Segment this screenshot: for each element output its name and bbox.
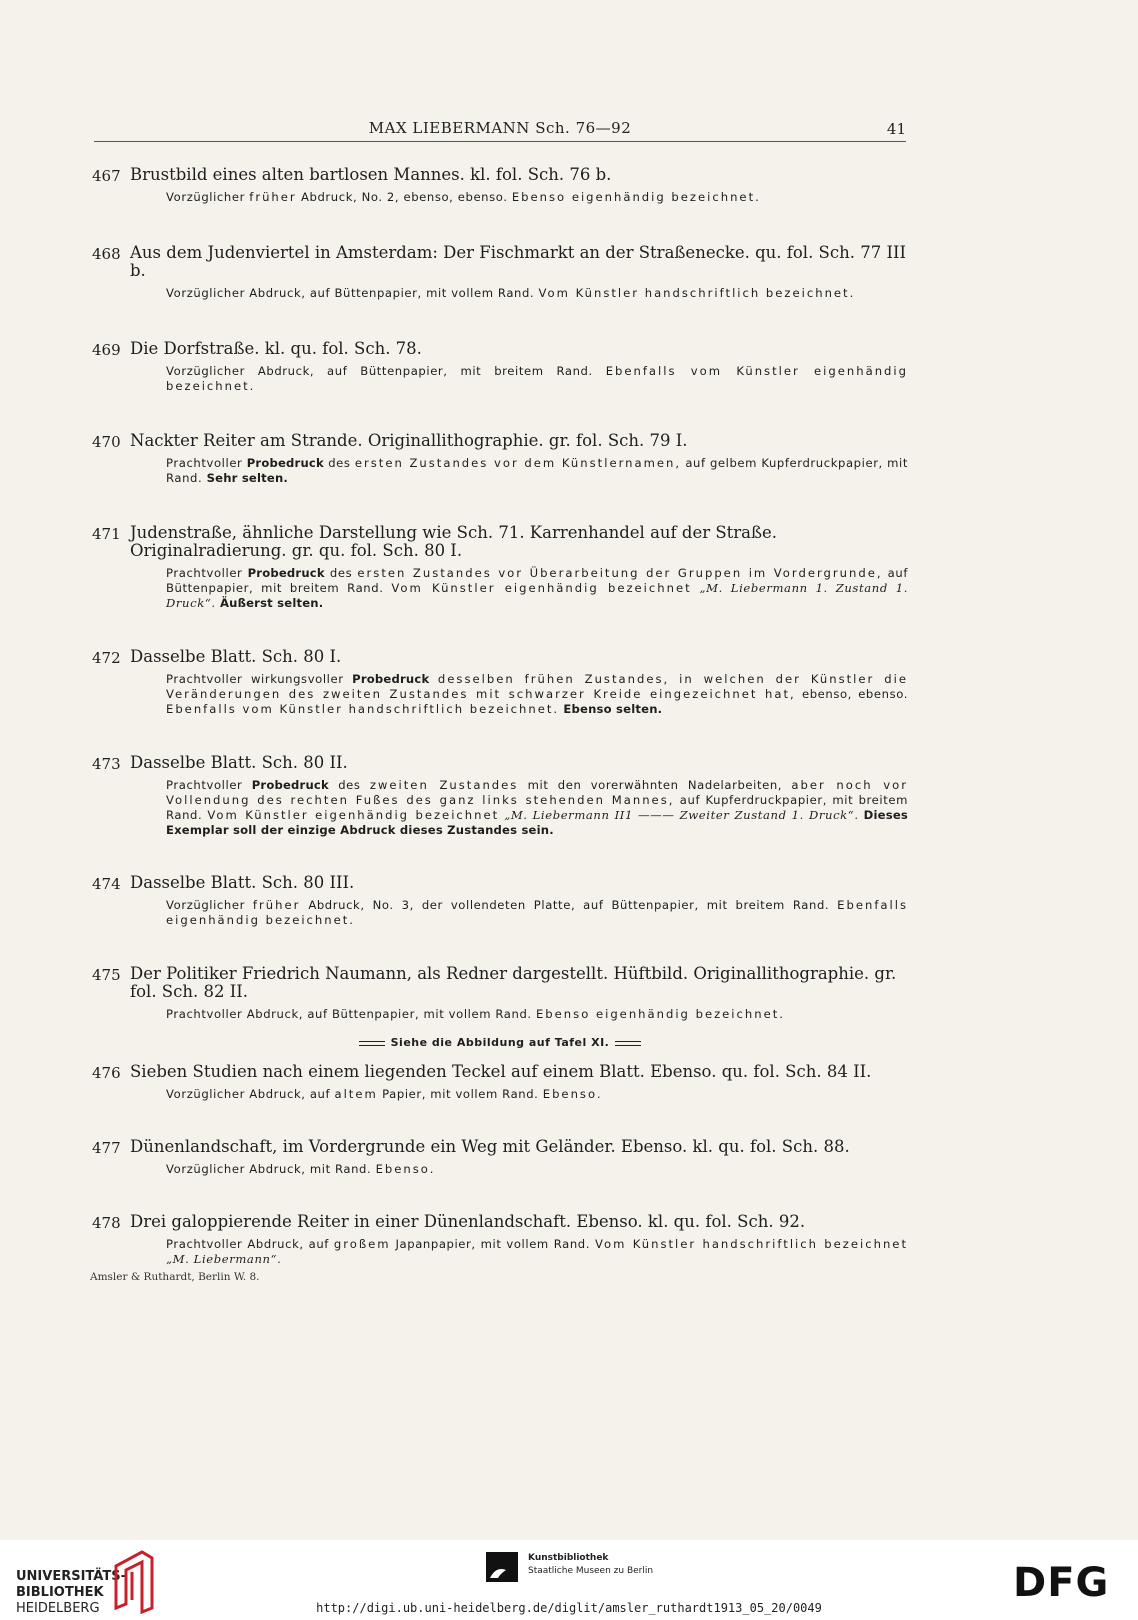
kb-line-1: Kunstbibliothek [528,1553,609,1563]
entry-description [166,898,908,928]
entry-number: 470 [92,433,121,451]
university-line-3: HEIDELBERG [16,1601,100,1616]
entry-title: Judenstraße, ähnliche Darstellung wie Sch. 71. Karrenhandel auf der Straße. Originalradierung. gr. qu. fol. Sch. 80 I. [130,523,778,560]
catalog-entry [92,648,908,717]
permalink-url[interactable]: http://digi.ub.uni-heidelberg.de/diglit/amsler_ruthardt1913_05_20/0049 [316,1601,822,1615]
entry-description [166,364,908,394]
description-segment: Vorzüglicher Abdruck, auf Büttenpapier, mit breitem Rand. [166,364,606,378]
description-segment: „M. Liebermann II1 ——— Zweiter Zustand 1. Druck“. [499,808,859,822]
catalog-entry [92,874,908,928]
description-segment: Abdruck, No. 3, der vollendeten Platte, auf Büttenpapier, mit breitem Rand. [300,898,838,912]
catalog-entries [92,166,908,1267]
entry-title: Dasselbe Blatt. Sch. 80 II. [130,753,348,772]
description-segment: Japanpapier, mit vollem Rand. [390,1237,595,1251]
description-segment: Vorzüglicher [166,190,250,204]
catalog-entry [92,965,908,1049]
printer-imprint: Amsler & Ruthardt, Berlin W. 8. [90,1271,260,1283]
entry-description [166,672,908,717]
entry-number: 475 [92,966,121,984]
description-segment: Vom Künstler eigenhändig bezeichnet [391,581,692,595]
description-segment: Ebenfalls vom Künstler eigenhändig bezeichnet. [166,364,908,393]
description-segment: Vom Künstler handschriftlich bezeichnet [594,1237,908,1251]
entry-number: 467 [92,167,121,185]
description-segment: Ebenfalls vom Künstler handschriftlich bezeichnet. [166,702,560,716]
description-segment: Prachtvoller Abdruck, auf Büttenpapier, mit vollem Rand. [166,1007,536,1021]
description-segment: Prachtvoller Abdruck, auf [166,1237,334,1251]
double-rule-right [615,1041,641,1046]
university-line-2: BIBLIOTHEK [16,1585,104,1600]
description-segment: des [324,566,358,580]
entry-title: Der Politiker Friedrich Naumann, als Redner dargestellt. Hüftbild. Originallithographie. gr. fol. Sch. 82 II. [130,964,897,1001]
description-segment: Papier, mit vollem Rand. [377,1087,543,1101]
description-segment: Vorzüglicher Abdruck, auf Büttenpapier, mit vollem Rand. [166,286,539,300]
entry-description [166,778,908,838]
description-segment: Prachtvoller [166,566,248,580]
catalog-entry [92,1138,908,1177]
description-segment: auf gelbem Kupferdruckpapier, mit Rand. [166,456,908,485]
description-segment: mit den vorerwähnten Nadelarbeiten, [518,778,792,792]
entry-title: Die Dorfstraße. kl. qu. fol. Sch. 78. [130,339,422,358]
description-segment [429,672,438,686]
running-header [94,117,906,142]
description-segment: des [323,456,355,470]
description-segment: Prachtvoller wirkungsvoller [166,672,353,686]
description-segment: Ebenso. [542,1087,603,1101]
description-segment: früher [252,898,301,912]
description-segment: Ebenso eigenhändig bezeichnet. [535,1007,785,1021]
entry-description [166,286,908,301]
header-title: MAX LIEBERMANN Sch. 76—92 [368,119,632,137]
entry-number: 474 [92,875,121,893]
description-segment: zweiten Zustandes [369,778,519,792]
description-segment: Ebenso eigenhändig bezeichnet. [511,190,761,204]
entry-title: Sieben Studien nach einem liegenden Teckel auf einem Blatt. Ebenso. qu. fol. Sch. 84 II. [130,1062,872,1081]
entry-description [166,1007,908,1022]
catalog-entry [92,524,908,611]
kunstbibliothek-text [528,1552,653,1578]
description-segment: ersten Zustandes vor Überarbeitung der Gruppen im Vordergrunde, [357,566,883,580]
description-segment: Probedruck [246,456,324,470]
entry-number: 469 [92,341,121,359]
catalog-entry [92,340,908,394]
description-segment: auf Kupferdruckpapier, mit breitem Rand. [166,793,908,822]
university-line-1: UNIVERSITÄTS- [16,1569,126,1584]
description-segment: „M. Liebermann“. [166,1252,282,1266]
description-segment: „M. Liebermann 1. Zustand 1. Druck“. [166,581,908,610]
description-segment: Prachtvoller [166,778,252,792]
entry-number: 471 [92,525,121,543]
description-segment: Abdruck, No. 2, ebenso, ebenso. [296,190,512,204]
description-segment: Äußerst selten. [219,596,324,610]
description-segment: ersten Zustandes vor dem Künstlernamen, [354,456,682,470]
description-segment: Vom Künstler handschriftlich bezeichnet. [538,286,856,300]
entry-description [166,456,908,486]
entry-description [166,566,908,611]
description-segment: desselben frühen Zustandes, in welchen der Künstler die Veränderungen des zweiten Zustandes mit schwarzer Kreide eingezeichnet hat, [166,672,908,701]
description-segment: Vom Künstler eigenhändig bezeichnet [207,808,500,822]
entry-description [166,1162,908,1177]
page-number: 41 [886,120,906,138]
description-segment: aber noch vor Vollendung des rechten Fußes des ganz links stehenden Mannes, [166,778,908,807]
entry-number: 478 [92,1214,121,1232]
entry-description [166,1237,908,1267]
catalog-entry [92,166,908,205]
description-segment: Vorzüglicher [166,898,253,912]
entry-number: 472 [92,649,121,667]
double-rule-left [359,1041,385,1046]
description-segment: Probedruck [352,672,430,686]
description-segment: Ebenso. [375,1162,436,1176]
catalog-entry [92,432,908,486]
description-segment: Vorzüglicher Abdruck, mit Rand. [166,1162,376,1176]
description-segment: früher [249,190,297,204]
description-segment: Ebenfalls eigenhändig bezeichnet. [166,898,908,927]
kunstbibliothek-logo-icon [486,1552,518,1582]
entry-title: Dünenlandschaft, im Vordergrunde ein Weg mit Geländer. Ebenso. kl. qu. fol. Sch. 88. [130,1137,850,1156]
description-segment: Dieses Exemplar soll der einzige Abdruck dieses Zustandes sein. [166,808,908,837]
plate-reference-note [92,1036,908,1049]
entry-number: 468 [92,245,121,263]
dfg-logo: DFG [1013,1560,1110,1606]
description-segment: Sehr selten. [206,471,289,485]
entry-number: 477 [92,1139,121,1157]
catalog-entry [92,1213,908,1267]
catalog-entry [92,1063,908,1102]
entry-title: Aus dem Judenviertel in Amsterdam: Der Fischmarkt an der Straßenecke. qu. fol. Sch. 77 III b. [130,243,907,280]
description-segment: altem [334,1087,378,1101]
description-segment: Probedruck [247,566,325,580]
description-segment: auf Büttenpapier, mit breitem Rand. [166,566,908,595]
description-segment: großem [333,1237,391,1251]
note-text: Siehe die Abbildung auf Tafel XI. [390,1036,610,1049]
entry-description [166,1087,908,1102]
description-segment: Vorzüglicher Abdruck, auf [166,1087,335,1101]
description-segment: ebenso, ebenso. [795,687,908,701]
entry-title: Nackter Reiter am Strande. Originallithographie. gr. fol. Sch. 79 I. [130,431,688,450]
entry-title: Dasselbe Blatt. Sch. 80 I. [130,647,342,666]
description-segment: Probedruck [251,778,329,792]
entry-title: Brustbild eines alten bartlosen Mannes. kl. fol. Sch. 76 b. [130,165,612,184]
catalog-entry [92,754,908,838]
description-segment: des [328,778,370,792]
description-segment: Ebenso selten. [563,702,663,716]
entry-number: 476 [92,1064,121,1082]
entry-title: Dasselbe Blatt. Sch. 80 III. [130,873,355,892]
kb-line-2: Staatliche Museen zu Berlin [528,1566,654,1576]
entry-number: 473 [92,755,121,773]
entry-description [166,190,908,205]
entry-title: Drei galoppierende Reiter in einer Dünenlandschaft. Ebenso. kl. qu. fol. Sch. 92. [130,1212,806,1231]
description-segment: Prachtvoller [166,456,247,470]
catalog-entry [92,244,908,301]
